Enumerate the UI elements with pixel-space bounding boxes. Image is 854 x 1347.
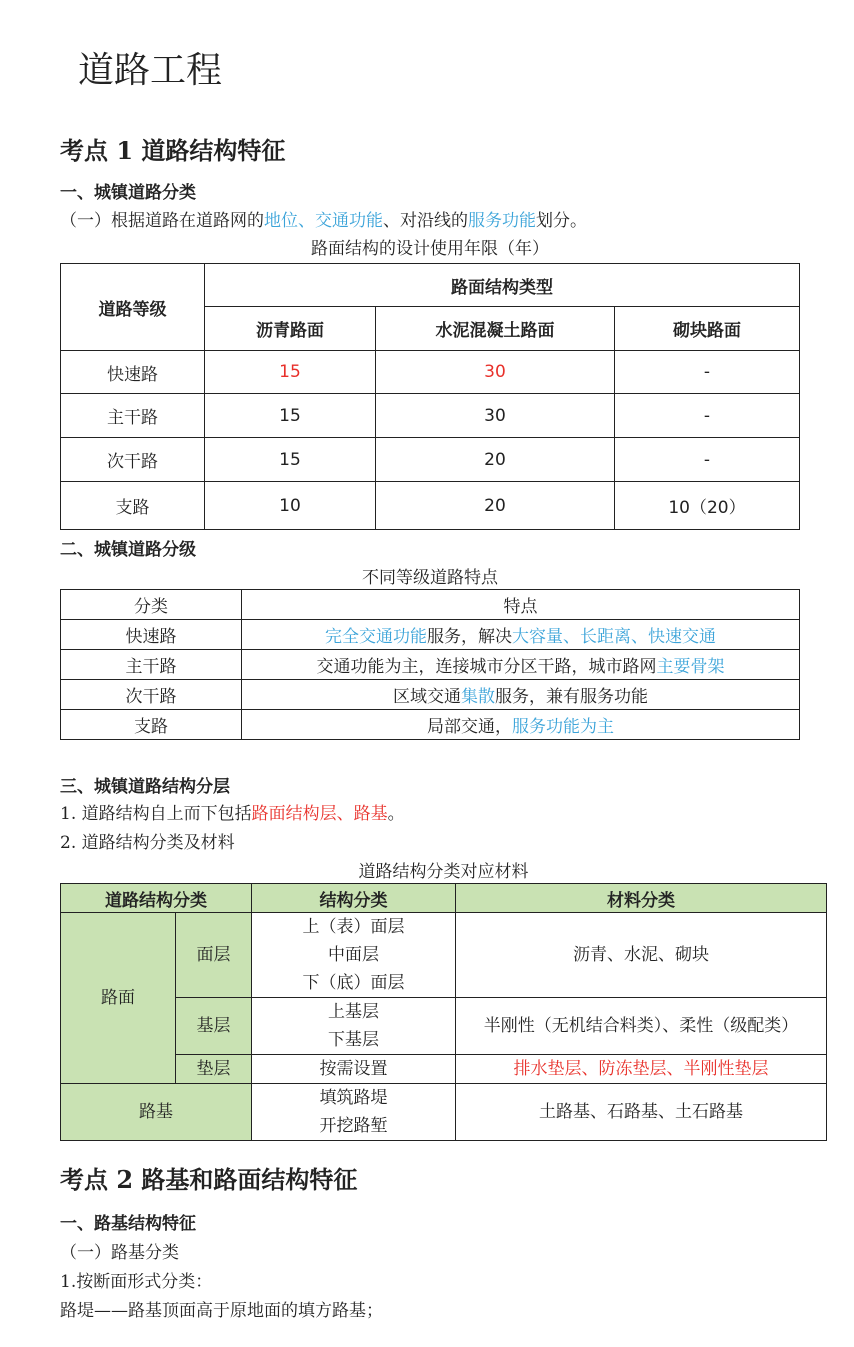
design-life-table: [60, 263, 800, 530]
table-row: 路基 填筑路堤 开挖路堑 土路基、石路基、土石路基: [61, 1084, 827, 1141]
th-category: 分类: [61, 590, 242, 620]
table-row: 主干路 交通功能为主，连接城市分区干路，城市路网主要骨架: [61, 650, 800, 680]
table-row: 垫层 按需设置 排水垫层、防冻垫层、半刚性垫层: [61, 1055, 827, 1084]
section1-sub1: 一、城镇道路分类: [60, 183, 196, 203]
table-row: 次干路 15 20 -: [61, 438, 800, 482]
section1-sub2: 二、城镇道路分级: [60, 540, 196, 560]
th-type: 路面结构类型: [205, 264, 800, 307]
th-block: 砌块路面: [615, 307, 800, 351]
table-row: 快速路 15 30 -: [61, 351, 800, 394]
table-row: 支路 10 20 10（20）: [61, 482, 800, 530]
th-material-class: 材料分类: [456, 884, 827, 913]
section2-heading: 考点 2 路基和路面结构特征: [60, 1165, 358, 1194]
section1-item2: 2. 道路结构分类及材料: [60, 833, 235, 853]
section2-item2: 路堤——路基顶面高于原地面的填方路基；: [60, 1301, 383, 1321]
table-row: 主干路 15 30 -: [61, 394, 800, 438]
section2-item1: 1.按断面形式分类：: [60, 1272, 213, 1292]
table-row: 基层 上基层 下基层 半刚性（无机结合料类）、柔性（级配类）: [61, 998, 827, 1055]
th-concrete: 水泥混凝土路面: [376, 307, 615, 351]
section2-para1: （一）路基分类: [60, 1243, 179, 1263]
table2-caption: 不同等级道路特点: [362, 568, 498, 588]
th-asphalt: 沥青路面: [205, 307, 376, 351]
section2-sub1: 一、路基结构特征: [60, 1214, 196, 1234]
pavement-cell: 路面: [61, 913, 176, 1084]
table-row: 支路 局部交通，服务功能为主: [61, 710, 800, 740]
section1-item1: 1. 道路结构自上而下包括路面结构层、路基。: [60, 804, 405, 824]
table-row: 快速路 完全交通功能服务，解决大容量、长距离、快速交通: [61, 620, 800, 650]
table3-caption: 道路结构分类对应材料: [358, 862, 529, 882]
section1-heading: 考点 1 道路结构特征: [60, 136, 286, 165]
grade-features-table: [60, 589, 800, 740]
th-feature: 特点: [242, 590, 800, 620]
table-row: 路面 面层 上（表）面层 中面层 下（底）面层 沥青、水泥、砌块: [61, 913, 827, 998]
table1-caption: 路面结构的设计使用年限（年）: [311, 239, 549, 259]
section1-para1: （一）根据道路在道路网的地位、交通功能、对沿线的服务功能划分。: [60, 211, 587, 231]
table-row: 次干路 区域交通集散服务，兼有服务功能: [61, 680, 800, 710]
structure-material-table: [60, 883, 827, 1141]
th-structure-class: 道路结构分类: [61, 884, 252, 913]
section1-sub3: 三、城镇道路结构分层: [60, 777, 230, 797]
page-title: 道路工程: [78, 50, 223, 91]
th-layer-class: 结构分类: [252, 884, 456, 913]
th-grade: 道路等级: [61, 264, 205, 351]
